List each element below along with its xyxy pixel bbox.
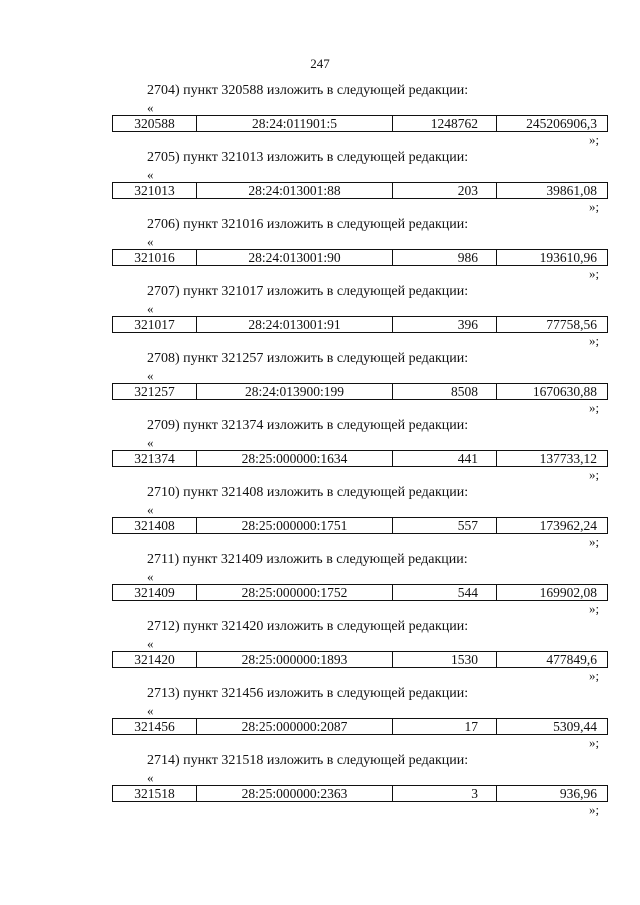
table-row bbox=[112, 450, 608, 467]
cadastral-number-cell: 28:24:013001:90 bbox=[197, 250, 393, 265]
cadastral-number-cell: 28:24:013900:199 bbox=[197, 384, 393, 399]
table-row bbox=[112, 517, 608, 534]
amendment-entry bbox=[0, 147, 640, 214]
amendment-entry bbox=[0, 80, 640, 147]
value-cell: 245206906,3 bbox=[526, 116, 597, 131]
table-row bbox=[112, 316, 608, 333]
close-quote: »; bbox=[589, 534, 600, 549]
table-row bbox=[112, 651, 608, 668]
open-quote: « bbox=[147, 569, 154, 584]
open-quote: « bbox=[147, 234, 154, 249]
value-cell: 137733,12 bbox=[539, 451, 597, 466]
item-number-cell: 321518 bbox=[113, 786, 197, 801]
close-quote: »; bbox=[589, 333, 600, 348]
close-quote: »; bbox=[589, 199, 600, 214]
open-quote: « bbox=[147, 703, 154, 718]
area-cell: 3 bbox=[393, 786, 497, 801]
amendment-heading: 2707) пункт 321017 изложить в следующей редакции: bbox=[147, 284, 469, 299]
value-cell: 5309,44 bbox=[553, 719, 597, 734]
item-number-cell: 321016 bbox=[113, 250, 197, 265]
item-number-cell: 321408 bbox=[113, 518, 197, 533]
item-number-cell: 321257 bbox=[113, 384, 197, 399]
table-row bbox=[112, 182, 608, 199]
area-cell: 441 bbox=[393, 451, 497, 466]
item-number-cell: 321456 bbox=[113, 719, 197, 734]
amendment-heading: 2706) пункт 321016 изложить в следующей редакции: bbox=[147, 217, 469, 232]
area-cell: 17 bbox=[393, 719, 497, 734]
amendment-entry bbox=[0, 348, 640, 415]
cadastral-number-cell: 28:25:000000:1751 bbox=[197, 518, 393, 533]
cadastral-number-cell: 28:24:011901:5 bbox=[197, 116, 393, 131]
close-quote: »; bbox=[589, 735, 600, 750]
amendment-entry bbox=[0, 415, 640, 482]
value-cell: 193610,96 bbox=[539, 250, 597, 265]
open-quote: « bbox=[147, 502, 154, 517]
table-row bbox=[112, 383, 608, 400]
cadastral-number-cell: 28:25:000000:1752 bbox=[197, 585, 393, 600]
amendment-heading: 2705) пункт 321013 изложить в следующей редакции: bbox=[147, 150, 469, 165]
value-cell: 936,96 bbox=[559, 786, 597, 801]
open-quote: « bbox=[147, 301, 154, 316]
open-quote: « bbox=[147, 368, 154, 383]
amendment-heading: 2704) пункт 320588 изложить в следующей редакции: bbox=[147, 83, 469, 98]
page-number: 247 bbox=[310, 56, 330, 71]
amendment-heading: 2713) пункт 321456 изложить в следующей редакции: bbox=[147, 686, 469, 701]
value-cell: 39861,08 bbox=[546, 183, 597, 198]
area-cell: 396 bbox=[393, 317, 497, 332]
cadastral-number-cell: 28:24:013001:91 bbox=[197, 317, 393, 332]
table-row bbox=[112, 249, 608, 266]
open-quote: « bbox=[147, 435, 154, 450]
amendment-entry bbox=[0, 683, 640, 750]
cadastral-number-cell: 28:25:000000:1634 bbox=[197, 451, 393, 466]
amendment-entry bbox=[0, 281, 640, 348]
amendment-entry bbox=[0, 750, 640, 817]
close-quote: »; bbox=[589, 467, 600, 482]
table-row bbox=[112, 584, 608, 601]
close-quote: »; bbox=[589, 601, 600, 616]
item-number-cell: 321374 bbox=[113, 451, 197, 466]
cadastral-number-cell: 28:25:000000:2363 bbox=[197, 786, 393, 801]
close-quote: »; bbox=[589, 400, 600, 415]
close-quote: »; bbox=[589, 668, 600, 683]
value-cell: 173962,24 bbox=[539, 518, 597, 533]
open-quote: « bbox=[147, 167, 154, 182]
cadastral-number-cell: 28:25:000000:1893 bbox=[197, 652, 393, 667]
item-number-cell: 321409 bbox=[113, 585, 197, 600]
amendment-heading: 2708) пункт 321257 изложить в следующей редакции: bbox=[147, 351, 469, 366]
close-quote: »; bbox=[589, 132, 600, 147]
open-quote: « bbox=[147, 100, 154, 115]
area-cell: 203 bbox=[393, 183, 497, 198]
table-row bbox=[112, 718, 608, 735]
amendment-heading: 2709) пункт 321374 изложить в следующей редакции: bbox=[147, 418, 469, 433]
value-cell: 77758,56 bbox=[546, 317, 597, 332]
amendment-entry bbox=[0, 549, 640, 616]
amendment-heading: 2712) пункт 321420 изложить в следующей редакции: bbox=[147, 619, 469, 634]
item-number-cell: 321017 bbox=[113, 317, 197, 332]
item-number-cell: 321013 bbox=[113, 183, 197, 198]
amendment-entry bbox=[0, 616, 640, 683]
close-quote: »; bbox=[589, 802, 600, 817]
amendment-heading: 2714) пункт 321518 изложить в следующей редакции: bbox=[147, 753, 469, 768]
value-cell: 169902,08 bbox=[539, 585, 597, 600]
area-cell: 557 bbox=[393, 518, 497, 533]
amendment-entry bbox=[0, 214, 640, 281]
amendment-list bbox=[0, 80, 640, 817]
table-row bbox=[112, 115, 608, 132]
area-cell: 544 bbox=[393, 585, 497, 600]
amendment-heading: 2711) пункт 321409 изложить в следующей редакции: bbox=[147, 552, 468, 567]
cadastral-number-cell: 28:25:000000:2087 bbox=[197, 719, 393, 734]
open-quote: « bbox=[147, 636, 154, 651]
item-number-cell: 320588 bbox=[113, 116, 197, 131]
value-cell: 477849,6 bbox=[546, 652, 597, 667]
amendment-entry bbox=[0, 482, 640, 549]
area-cell: 8508 bbox=[393, 384, 497, 399]
value-cell: 1670630,88 bbox=[532, 384, 597, 399]
close-quote: »; bbox=[589, 266, 600, 281]
cadastral-number-cell: 28:24:013001:88 bbox=[197, 183, 393, 198]
area-cell: 1248762 bbox=[393, 116, 497, 131]
amendment-heading: 2710) пункт 321408 изложить в следующей редакции: bbox=[147, 485, 469, 500]
area-cell: 986 bbox=[393, 250, 497, 265]
item-number-cell: 321420 bbox=[113, 652, 197, 667]
table-row bbox=[112, 785, 608, 802]
area-cell: 1530 bbox=[393, 652, 497, 667]
open-quote: « bbox=[147, 770, 154, 785]
